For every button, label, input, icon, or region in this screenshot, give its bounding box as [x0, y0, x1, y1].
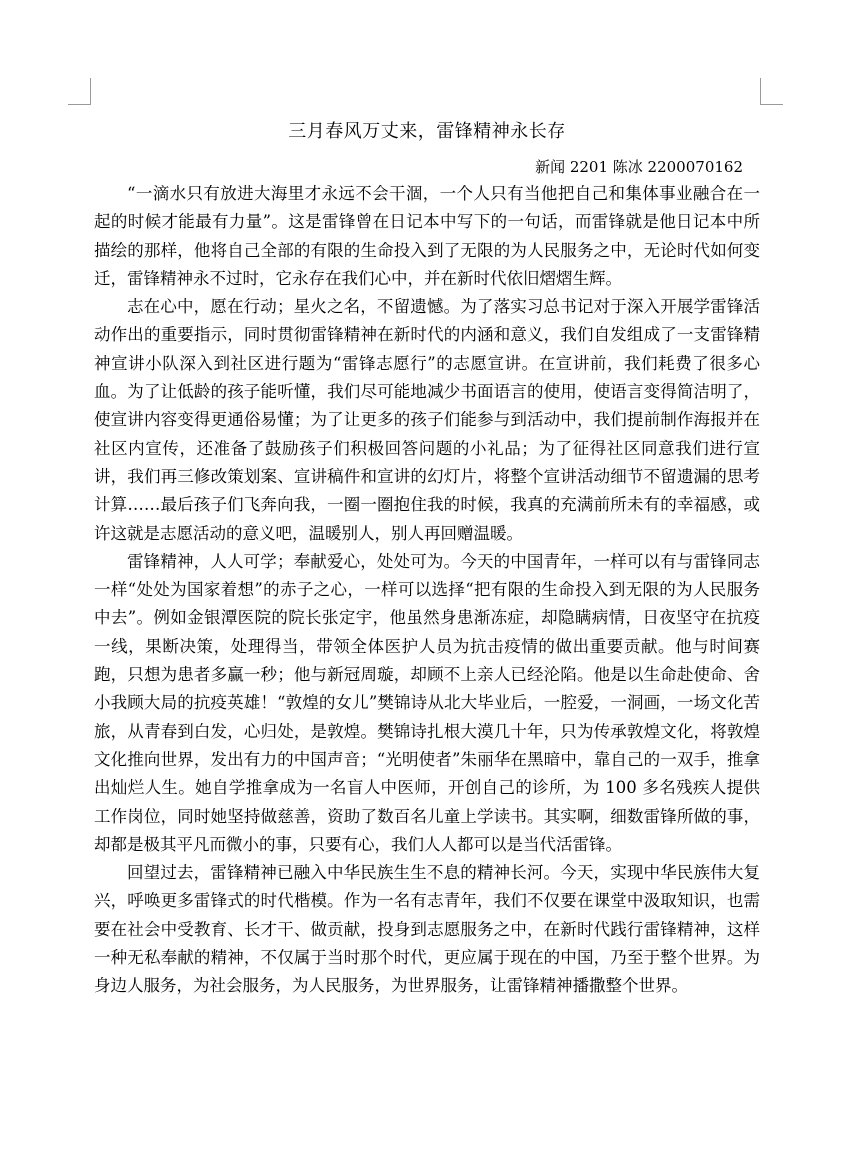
document-body — [94, 180, 760, 1001]
document-title: 三月春风万丈来，雷锋精神永长存 — [288, 121, 566, 142]
crop-mark-top-left — [68, 78, 91, 105]
paragraph: 志在心中，愿在行动；星火之名，不留遗憾。为了落实习总书记对于深入开展学雷锋活动作出的重要指示，同时贯彻雷锋精神在新时代的内涵和意义，我们自发组成了一支雷锋精神宣讲小队深入到社区进行题为“雷锋志愿行”的志愿宣讲。在宣讲前，我们耗费了很多心血。为了让低龄的孩子能听懂，我们尽可能地减少书面语言的使用，使语言变得简洁明了，使宣讲内容变得更通俗易懂；为了让更多的孩子们能参与到活动中，我们提前制作海报并在社区内宣传，还准备了鼓励孩子们积极回答问题的小礼品；为了征得社区同意我们进行宣讲，我们再三修改策划案、宣讲稿件和宣讲的幻灯片，将整个宣讲活动细节不留遗漏的思考计算……最后孩子们飞奔向我，一圈一圈抱住我的时候，我真的充满前所未有的幸福感，或许这就是志愿活动的意义吧，温暖别人，别人再回赠温暖。 — [94, 297, 760, 543]
paragraph: 雷锋精神，人人可学；奉献爱心，处处可为。今天的中国青年，一样可以有与雷锋同志一样“处处为国家着想”的赤子之心，一样可以选择“把有限的生命投入到无限的为人民服务中去”。例如金银潭医院的院长张定宇，他虽然身患渐冻症，却隐瞒病情，日夜坚守在抗疫一线，果断决策，处理得当，带领全体医护人员为抗击疫情的做出重要贡献。他与时间赛跑，只想为患者多赢一秒；他与新冠周璇，却顾不上亲人已经沦陷。他是以生命赴使命、舍小我顾大局的抗疫英雄！“敦煌的女儿”樊锦诗从北大毕业后，一腔爱，一洞画，一场文化苦旅，从青春到白发，心归处，是敦煌。樊锦诗扎根大漠几十年，只为传承敦煌文化，将敦煌文化推向世界，发出有力的中国声音；“光明使者”朱丽华在黑暗中，靠自己的一双手，推拿出灿烂人生。她自学推拿成为一名盲人中医师，开创自己的诊所，为 100 多名残疾人提供工作岗位，同时她坚持做慈善，资助了数百名儿童上学读书。其实啊，细数雷锋所做的事，却都是极其平凡而微小的事，只要有心，我们人人都可以是当代活雷锋。 — [94, 551, 760, 854]
paragraph: 回望过去，雷锋精神已融入中华民族生生不息的精神长河。今天，实现中华民族伟大复兴，呼唤更多雷锋式的时代楷模。作为一名有志青年，我们不仅要在课堂中汲取知识，也需要在社会中受教育、长才干、做贡献，投身到志愿服务之中，在新时代践行雷锋精神，这样一种无私奉献的精神，不仅属于当时那个时代，更应属于现在的中国，乃至于整个世界。为身边人服务，为社会服务，为人民服务，为世界服务，让雷锋精神播撒整个世界。 — [94, 863, 760, 996]
crop-mark-top-right — [760, 78, 783, 105]
author-byline: 新闻 2201 陈冰 2200070162 — [535, 158, 743, 176]
paragraph: “一滴水只有放进大海里才永远不会干涸，一个人只有当他把自己和集体事业融合在一起的时候才能最有力量”。这是雷锋曾在日记本中写下的一句话，而雷锋就是他日记本中所描绘的那样，他将自己全部的有限的生命投入到了无限的为人民服务之中，无论时代如何变迁，雷锋精神永不过时，它永存在我们心中，并在新时代依旧熠熠生辉。 — [94, 184, 760, 288]
